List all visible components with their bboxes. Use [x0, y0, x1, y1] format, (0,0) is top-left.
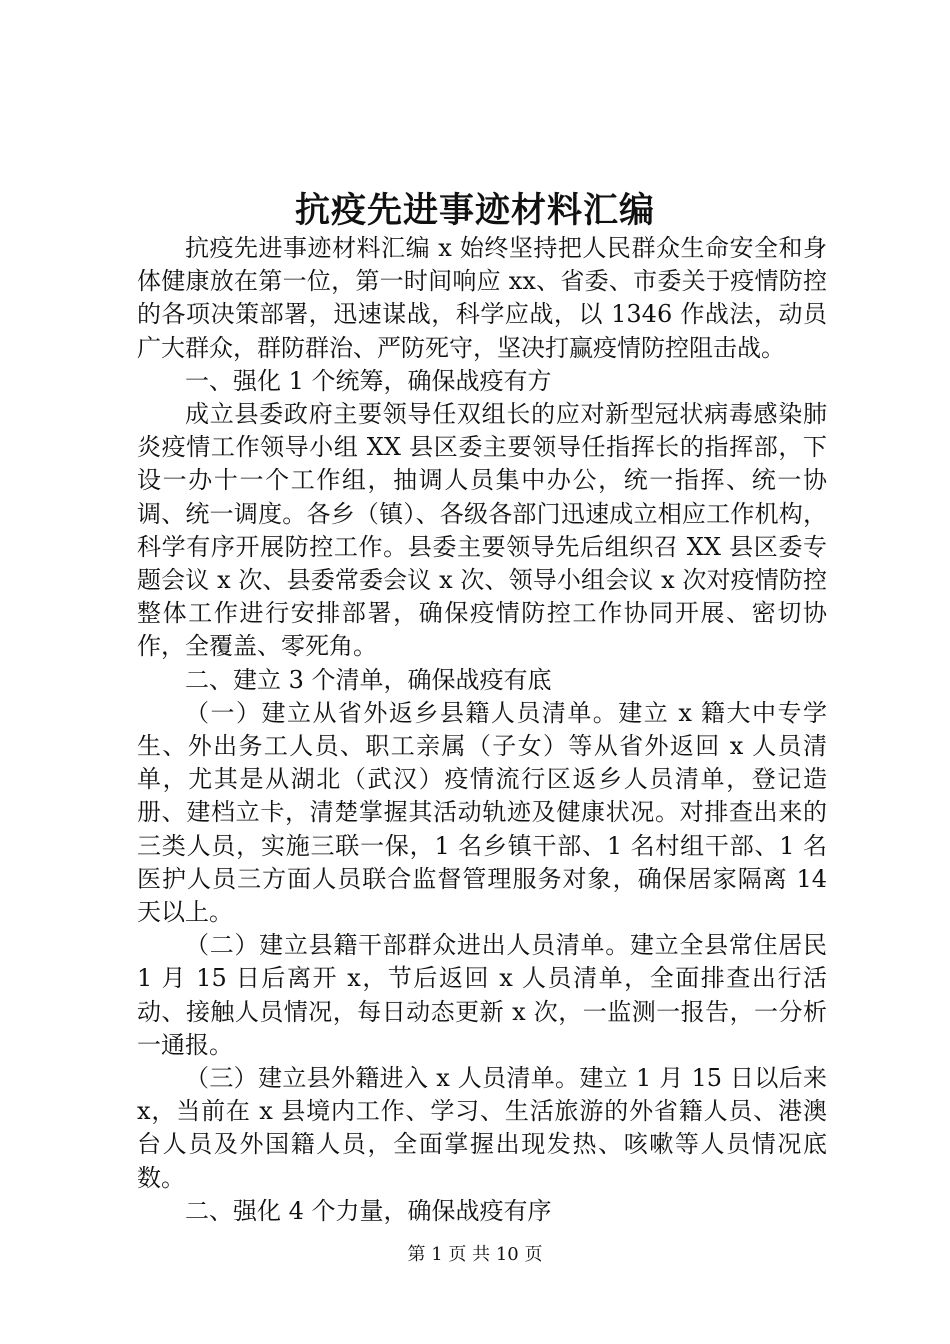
section-heading-3: 二、强化 4 个力量，确保战疫有序	[185, 1196, 552, 1225]
section-2-item-2: （二）建立县籍干部群众进出人员清单。建立全县常住居民 1 月 15 日后离开 x，节后返回 x 人员清单，全面排查出行活动、接触人员情况，每日动态更新 x 次，一监测一报告，一分析一通报。	[137, 931, 827, 1059]
section-2-item-3: （三）建立县外籍进入 x 人员清单。建立 1 月 15 日以后来 x，当前在 x 县境内工作、学习、生活旅游的外省籍人员、港澳台人员及外国籍人员，全面掌握出现发热、咳嗽等人员情况底数。	[137, 1064, 827, 1192]
section-2-item-1: （一）建立从省外返乡县籍人员清单。建立 x 籍大中专学生、外出务工人员、职工亲属（子女）等从省外返回 x 人员清单，尤其是从湖北（武汉）疫情流行区返乡人员清单，登记造册、建档立卡，清楚掌握其活动轨迹及健康状况。对排查出来的三类人员，实施三联一保，1 名乡镇干部、1 名村组干部、1 名医护人员三方面人员联合监督管理服务对象，确保居家隔离 14 天以上。	[137, 698, 827, 927]
page-footer: 第 1 页 共 10 页	[407, 1244, 543, 1265]
section-1-paragraph: 成立县委政府主要领导任双组长的应对新型冠状病毒感染肺炎疫情工作领导小组 XX 县区委主要领导任指挥长的指挥部，下设一办十一个工作组，抽调人员集中办公，统一指挥、统一协调、统一调度。各乡（镇）、各级各部门迅速成立相应工作机构，科学有序开展防控工作。县委主要领导先后组织召 XX 县区委专题会议 x 次、县委常委会议 x 次、领导小组会议 x 次对疫情防控整体工作进行安排部署，确保疫情防控工作协同开展、密切协作，全覆盖、零死角。	[137, 400, 827, 661]
intro-paragraph: 抗疫先进事迹材料汇编 x 始终坚持把人民群众生命安全和身体健康放在第一位，第一时间响应 xx、省委、市委关于疫情防控的各项决策部署，迅速谋战，科学应战，以 1346 作战法，动员广大群众，群防群治、严防死守，坚决打赢疫情防控阻击战。	[137, 234, 827, 362]
document-title: 抗疫先进事迹材料汇编	[294, 190, 655, 231]
section-heading-2: 二、建立 3 个清单，确保战疫有底	[185, 665, 552, 694]
section-heading-1: 一、强化 1 个统筹，确保战疫有方	[185, 366, 552, 395]
document-body	[137, 232, 827, 1228]
